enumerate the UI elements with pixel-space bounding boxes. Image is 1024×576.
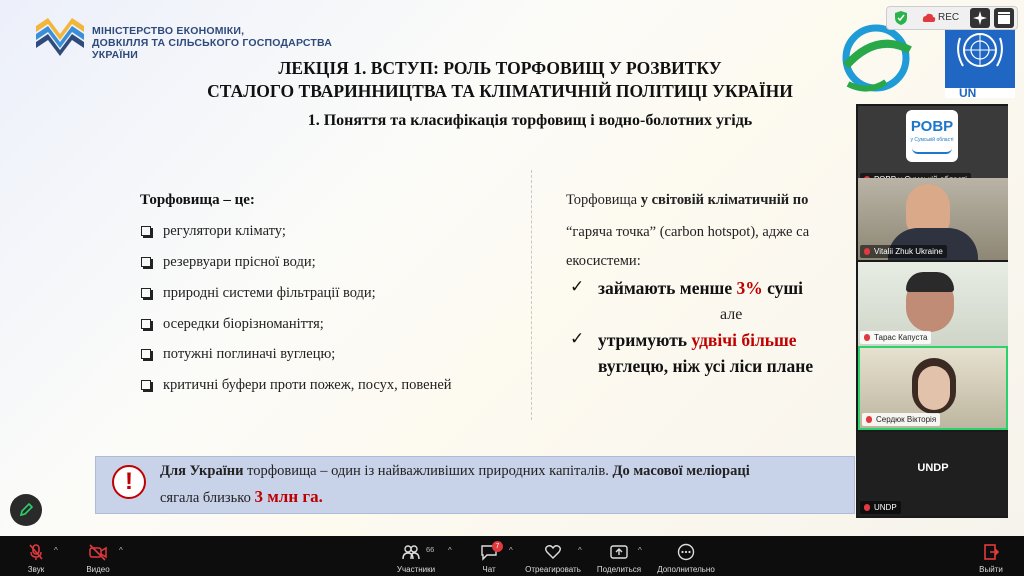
point-2: [598, 330, 797, 351]
rovr-logo-text: РОВР: [910, 118, 954, 135]
share-button[interactable]: [594, 538, 644, 574]
point-1: [598, 278, 803, 299]
exclamation-icon: !: [112, 465, 146, 499]
alert-text-1: торфовища – один із найважливіших природних капіталів.: [243, 463, 613, 479]
checkmark-icon: ✓: [570, 329, 585, 348]
leave-icon: [982, 543, 1000, 561]
bullet-text: осередки біорізноманіття;: [163, 316, 324, 332]
alert-line-1: [160, 463, 750, 480]
checkbox-bullet-icon: [141, 288, 151, 298]
bullet-item: [141, 377, 452, 394]
participant-name-text: Сердюк Вікторія: [876, 415, 937, 424]
right-text-line-3: екосистеми:: [566, 253, 641, 269]
video-label: Видео: [86, 565, 110, 574]
participant-tile[interactable]: [858, 432, 1008, 516]
point-1-highlight: 3%: [736, 278, 763, 298]
participant-name: [860, 501, 901, 514]
participant-name: [860, 245, 947, 258]
un-caption-text: UN: [959, 86, 977, 98]
react-button[interactable]: [520, 538, 586, 574]
participant-name-text: Тарас Капуста: [874, 333, 928, 342]
people-icon: [402, 543, 420, 561]
more-button[interactable]: [654, 538, 718, 574]
alert-highlight: 3 млн га.: [254, 487, 323, 506]
audio-options-chevron-icon[interactable]: ^: [54, 546, 58, 555]
checkbox-bullet-icon: [141, 257, 151, 267]
ministry-line-2: ДОВКІЛЛЯ ТА СІЛЬСЬКОГО ГОСПОДАРСТВА: [92, 37, 333, 49]
more-label: Дополнительно: [657, 565, 715, 574]
leave-label: Выйти: [979, 565, 1003, 574]
clapper-icon: [994, 8, 1014, 28]
checkbox-bullet-icon: [141, 319, 151, 329]
participants-options-chevron-icon[interactable]: ^: [448, 546, 452, 555]
participant-tile[interactable]: [858, 178, 1008, 260]
bullet-item: [141, 316, 324, 333]
sparkle-icon: [970, 8, 990, 28]
checkmark-icon: ✓: [570, 277, 585, 296]
share-options-chevron-icon[interactable]: ^: [638, 546, 642, 555]
bullet-item: [141, 346, 335, 363]
alert-bold-2: До масової меліораці: [612, 463, 750, 479]
checkbox-bullet-icon: [141, 349, 151, 359]
ale-text: але: [720, 306, 743, 323]
bullet-text: резервуари прісної води;: [163, 254, 316, 270]
video-button[interactable]: [80, 538, 116, 574]
shield-icon[interactable]: [894, 10, 908, 26]
pencil-icon: [18, 502, 34, 518]
participants-label: Участники: [396, 565, 436, 574]
muted-mic-icon: [864, 504, 870, 511]
bullet-item: [141, 254, 316, 271]
rec-label: REC: [938, 12, 960, 23]
participant-tile[interactable]: [858, 106, 1008, 188]
chat-unread-badge: 7: [492, 541, 503, 552]
ministry-line-3: УКРАЇНИ: [92, 49, 139, 61]
participant-name: [860, 331, 931, 344]
point-2-text: утримують: [598, 330, 692, 350]
annotate-button[interactable]: [10, 494, 42, 526]
chat-label: Чат: [482, 565, 496, 574]
chat-options-chevron-icon[interactable]: ^: [509, 546, 513, 555]
un-logo: [945, 22, 1015, 98]
right-text-bold: у світовій кліматичній по: [640, 192, 809, 208]
ministry-name: [92, 25, 332, 61]
video-options-chevron-icon[interactable]: ^: [119, 546, 123, 555]
participant-name: [862, 413, 940, 426]
participant-face: [918, 366, 950, 410]
participant-name-text: Vitalii Zhuk Ukraine: [874, 247, 943, 256]
alert-bold-1: Для України: [160, 463, 244, 479]
video-off-icon: [89, 543, 107, 561]
leave-button[interactable]: [976, 538, 1006, 574]
rovr-logo-subtext: у Сумській області: [910, 137, 954, 143]
alert-text-2: сягала близько: [160, 490, 255, 506]
participant-hair: [906, 272, 954, 292]
checkbox-bullet-icon: [141, 226, 151, 236]
participant-tile-speaking[interactable]: [858, 346, 1008, 430]
ai-companion-button[interactable]: [970, 8, 990, 28]
participants-button[interactable]: [392, 538, 440, 574]
column-divider: [531, 170, 532, 420]
left-heading: Торфовища – це:: [140, 192, 255, 208]
participant-tile-active[interactable]: [858, 262, 1008, 346]
heart-icon: [544, 543, 562, 561]
share-screen-icon: [610, 543, 628, 561]
audio-button[interactable]: [20, 538, 52, 574]
react-options-chevron-icon[interactable]: ^: [578, 546, 582, 555]
ministry-line-1: МІНІСТЕРСТВО ЕКОНОМІКИ,: [92, 25, 245, 37]
rovr-logo: [906, 110, 958, 162]
muted-mic-icon: [864, 248, 870, 255]
ministry-logo: [34, 16, 86, 56]
right-text-line-2: “гаряча точка” (carbon hotspot), адже са: [566, 224, 810, 240]
un-emblem-icon: [945, 22, 1015, 88]
right-text-line-1: [566, 192, 808, 209]
share-label: Поделиться: [596, 565, 642, 574]
alert-line-2: [160, 487, 323, 507]
cloud-record-icon[interactable]: [922, 12, 936, 24]
slide-title-line-1: ЛЕКЦІЯ 1. ВСТУП: РОЛЬ ТОРФОВИЩ У РОЗВИТКУ: [278, 58, 722, 78]
meeting-toolbar: [0, 536, 1024, 576]
bullet-item: [141, 285, 376, 302]
slide-subtitle: 1. Поняття та класифікація торфовищ і водно-болотних угідь: [307, 112, 753, 129]
bullet-text: потужні поглиначі вуглецю;: [163, 346, 336, 362]
react-label: Отреагировать: [525, 565, 581, 574]
muted-mic-icon: [866, 416, 872, 423]
point-1-tail: суші: [762, 278, 804, 298]
wave-icon: [912, 148, 952, 154]
audio-label: Звук: [27, 565, 45, 574]
bullet-text: регулятори клімату;: [163, 223, 286, 239]
view-options-button[interactable]: [994, 8, 1014, 28]
bullet-item: [141, 223, 286, 240]
bullet-text: природні системи фільтрації води;: [163, 285, 376, 301]
point-2-highlight: удвічі більше: [691, 330, 797, 350]
bullet-text: критичні буфери проти пожеж, посух, повеней: [163, 377, 452, 393]
participant-name-text: UNDP: [874, 503, 897, 512]
un-caption: [945, 88, 1015, 98]
slide-title-line-2: СТАЛОГО ТВАРИННИЦТВА ТА КЛІМАТИЧНІЙ ПОЛІТИЦІ УКРАЇНИ: [207, 81, 793, 101]
muted-mic-icon: [27, 543, 45, 561]
participants-count: 66: [426, 545, 435, 554]
more-icon: [677, 543, 695, 561]
right-text-plain: Торфовища: [566, 192, 641, 208]
point-1-text: займають менше: [598, 278, 737, 298]
muted-mic-icon: [864, 334, 870, 341]
checkbox-bullet-icon: [141, 380, 151, 390]
participant-avatar-text: UNDP: [917, 462, 949, 474]
point-2-line-2: вуглецю, ніж усі ліси плане: [598, 356, 814, 376]
